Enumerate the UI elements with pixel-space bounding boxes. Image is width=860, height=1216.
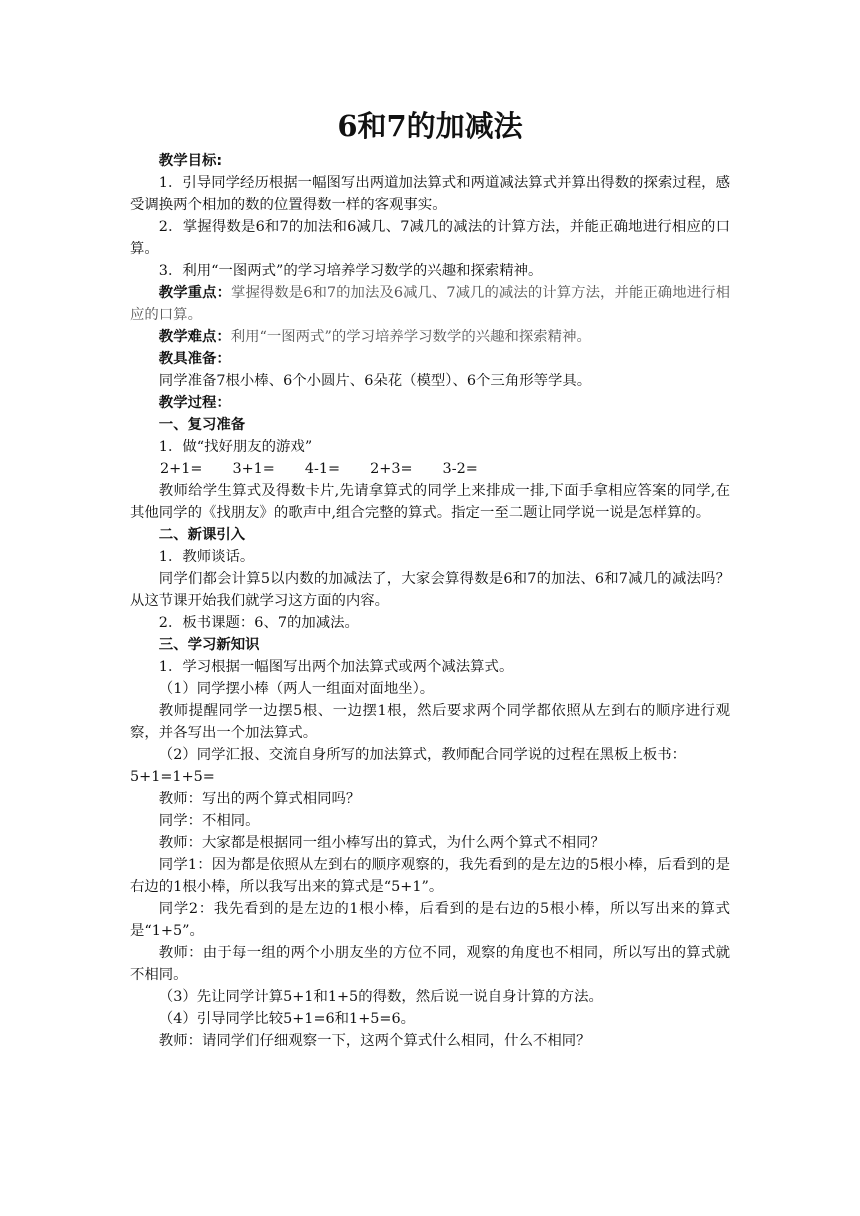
difficulty-label: 教学难点： xyxy=(158,329,231,345)
focus-paragraph xyxy=(130,282,730,326)
goal-item-3: 3．利用“一图两式”的学习培养学习数学的兴趣和探索精神。 xyxy=(158,263,543,279)
section2-item: 1．教师谈话。 xyxy=(158,549,255,565)
document-body xyxy=(130,150,730,1052)
dialog-line: 教师：写出的两个算式相同吗？ xyxy=(158,791,361,807)
section1-game: 1．做“找好朋友的游戏” xyxy=(158,439,313,455)
expression: 2+3= xyxy=(370,461,413,477)
tools-heading: 教具准备： xyxy=(158,351,231,367)
dialog-line: （3）先让同学计算5+1和1+5的得数，然后说一说自身计算的方法。 xyxy=(158,989,603,1005)
focus-text: 掌握得数是6和7的加法及6减几、7减几的减法的计算方法，并能正确地进行相应的口算。 xyxy=(130,285,730,323)
board-expressions: 5+1=1+5= xyxy=(130,769,215,785)
section2-item: 2．板书课题：6、7的加减法。 xyxy=(158,615,359,631)
section3-item: 1．学习根据一幅图写出两个加法算式或两个减法算式。 xyxy=(158,659,514,675)
dialog-line: 同学：不相同。 xyxy=(158,813,260,829)
tools-text: 同学准备7根小棒、6个小圆片、6朵花（模型）、6个三角形等学具。 xyxy=(158,373,592,389)
section3-item: （1）同学摆小棒（两人一组面对面地坐）。 xyxy=(158,681,435,697)
section3-item: 教师提醒同学一边摆5根、一边摆1根，然后要求两个同学都依照从左到右的顺序进行观察，并各写出一个加法算式。 xyxy=(130,703,730,741)
dialog-line: 教师：由于每一组的两个小朋友坐的方位不同，观察的角度也不相同，所以写出的算式就不相同。 xyxy=(130,945,730,983)
goal-item-1: 1．引导同学经历根据一幅图写出两道加法算式和两道减法算式并算出得数的探索过程，感受调换两个相加的数的位置得数一样的客观事实。 xyxy=(130,175,730,213)
process-heading: 教学过程： xyxy=(158,395,231,411)
section2-heading: 二、新课引入 xyxy=(158,527,246,543)
dialog-line: 同学1：因为都是依照从左到右的顺序观察的，我先看到的是左边的5根小棒，后看到的是右边的1根小棒，所以我写出来的算式是“5+1”。 xyxy=(130,857,730,895)
dialog-line: 教师：大家都是根据同一组小棒写出的算式，为什么两个算式不相同？ xyxy=(158,835,605,851)
goals-heading: 教学目标: xyxy=(158,153,223,169)
goal-item-2: 2．掌握得数是6和7的加法和6减几、7减几的减法的计算方法，并能正确地进行相应的口算。 xyxy=(130,219,730,257)
expression: 3-2= xyxy=(442,461,478,477)
page-title: 6和7的加减法 xyxy=(337,109,523,143)
focus-label: 教学重点： xyxy=(158,285,232,301)
section3-heading: 三、学习新知识 xyxy=(158,637,260,653)
expression: 4-1= xyxy=(304,461,341,477)
difficulty-text: 利用“一图两式”的学习培养学习数学的兴趣和探索精神。 xyxy=(230,329,591,345)
dialog-line: 教师：请同学们仔细观察一下，这两个算式什么相同，什么不相同？ xyxy=(158,1033,591,1049)
section1-heading: 一、复习准备 xyxy=(158,417,246,433)
difficulty-paragraph xyxy=(130,326,730,348)
dialog-line: （4）引导同学比较5+1=6和1+5=6。 xyxy=(158,1011,416,1027)
section1-text: 教师给学生算式及得数卡片,先请拿算式的同学上来排成一排,下面手拿相应答案的同学,在其他同学的《找朋友》的歌声中,组合完整的算式。指定一至二题让同学说一说是怎样算的。 xyxy=(130,483,730,521)
expression: 2+1= xyxy=(160,461,203,477)
section2-item: 同学们都会计算5以内数的加减法了，大家会算得数是6和7的加法、6和7减几的减法吗？从这节课开始我们就学习这方面的内容。 xyxy=(130,571,730,609)
review-expressions xyxy=(130,458,730,480)
dialog-line: 同学2：我先看到的是左边的1根小棒，后看到的是右边的5根小棒，所以写出来的算式是“1+5”。 xyxy=(130,901,730,939)
section3-item: （2）同学汇报、交流自身所写的加法算式，教师配合同学说的过程在黑板上板书： xyxy=(158,747,687,763)
expression: 3+1= xyxy=(232,461,275,477)
